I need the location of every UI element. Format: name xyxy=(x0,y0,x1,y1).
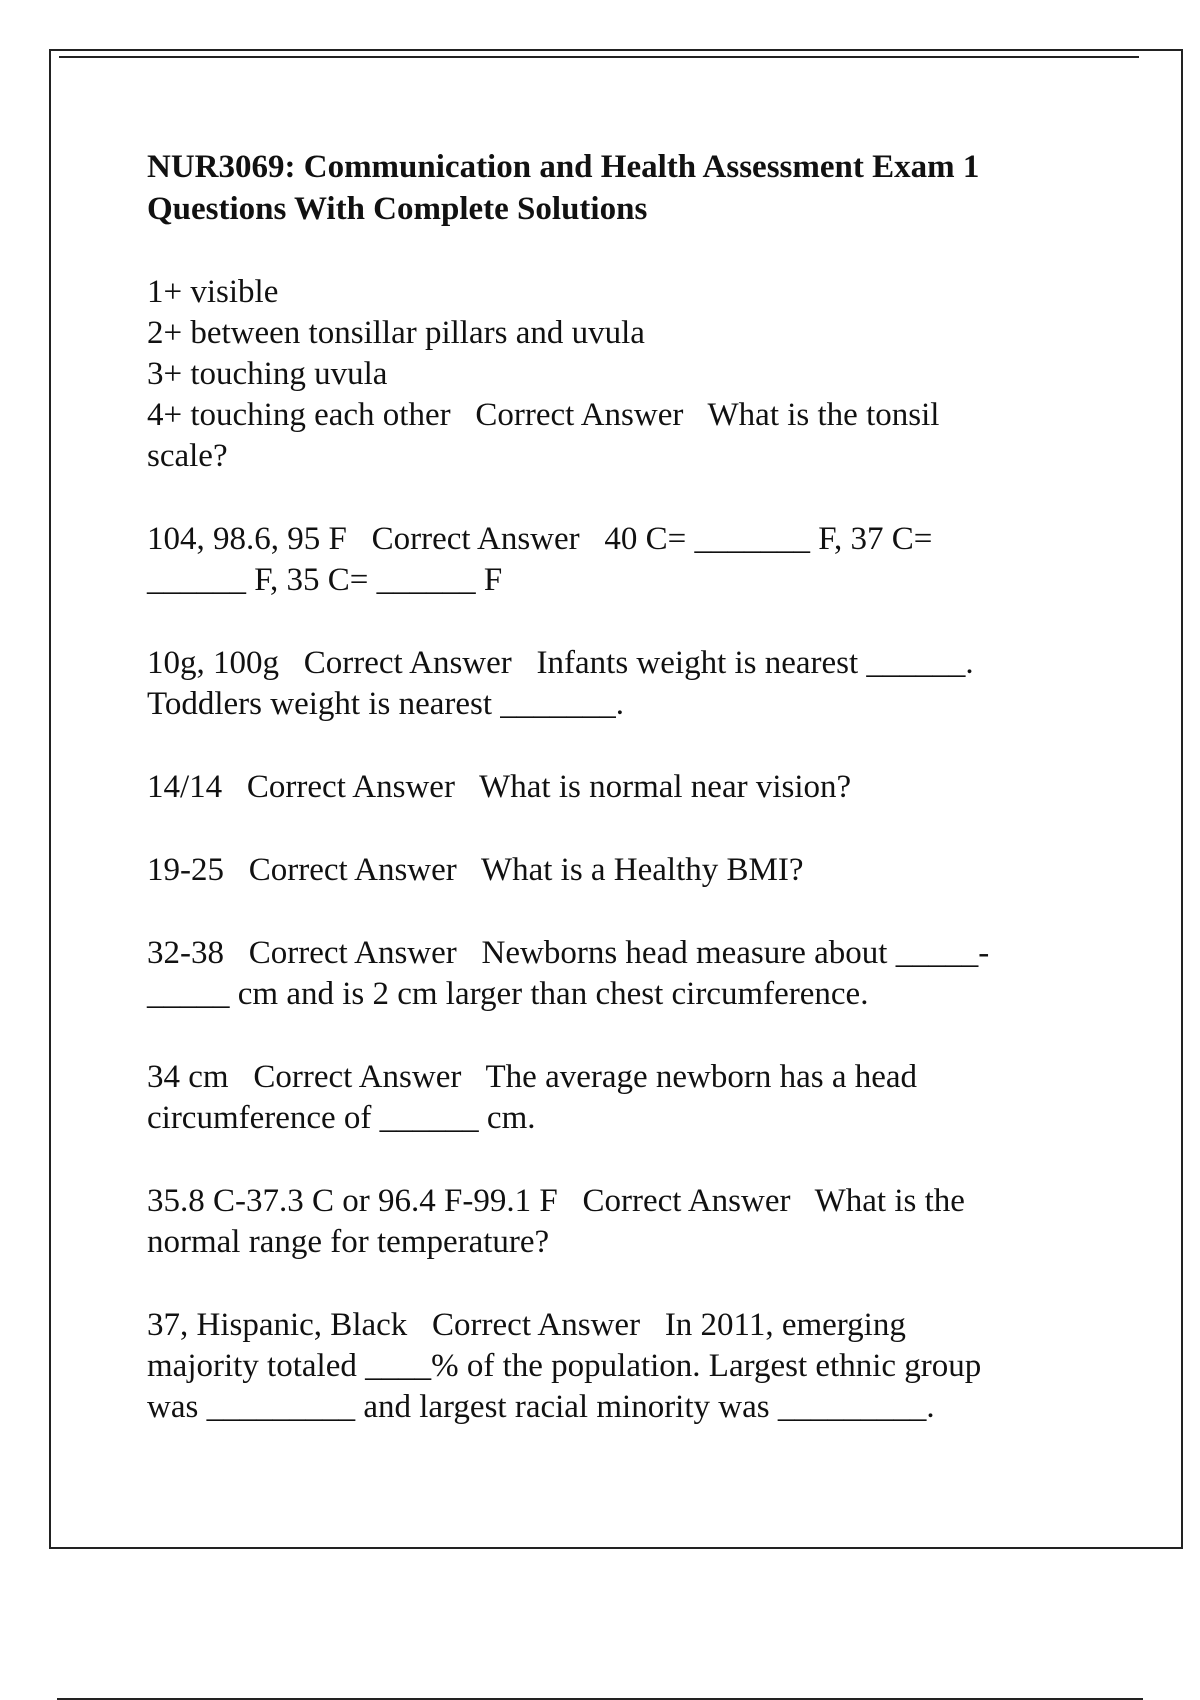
correct-answer-label: Correct Answer xyxy=(248,852,457,888)
qa-main-line xyxy=(147,395,1127,436)
correct-answer-label: Correct Answer xyxy=(253,1059,462,1095)
correct-answer-label: Correct Answer xyxy=(246,769,455,805)
qa-item xyxy=(147,519,1127,601)
qa-main-line xyxy=(147,1181,1127,1222)
correct-answer-label: Correct Answer xyxy=(475,397,684,433)
correct-answer-label: Correct Answer xyxy=(303,645,512,681)
answer-line: 3+ touching uvula xyxy=(147,356,388,392)
qa-item xyxy=(147,767,1127,808)
qa-item xyxy=(147,850,1127,891)
qa-item xyxy=(147,643,1127,725)
question-continuation: normal range for temperature? xyxy=(147,1224,550,1260)
answer-line: 1+ visible xyxy=(147,274,279,310)
question-continuation: was _________ and largest racial minority was _________. xyxy=(147,1389,935,1425)
answer-text: 35.8 C-37.3 C or 96.4 F-99.1 F xyxy=(147,1183,558,1219)
question-continuation: _____ cm and is 2 cm larger than chest circumference. xyxy=(147,976,869,1012)
answer-text: 37, Hispanic, Black xyxy=(147,1307,408,1343)
qa-main-line xyxy=(147,850,1127,891)
correct-answer-label: Correct Answer xyxy=(371,521,580,557)
answer-text: 32-38 xyxy=(147,935,224,971)
document-title xyxy=(147,146,1127,230)
answer-text: 19-25 xyxy=(147,852,224,888)
question-text: What is the tonsil xyxy=(707,397,940,433)
answer-text: 10g, 100g xyxy=(147,645,279,681)
qa-main-line xyxy=(147,933,1127,974)
question-text: What is normal near vision? xyxy=(479,769,852,805)
correct-answer-label: Correct Answer xyxy=(582,1183,791,1219)
question-text: Infants weight is nearest ______. xyxy=(536,645,974,681)
question-continuation: Toddlers weight is nearest _______. xyxy=(147,686,625,722)
answer-text: 4+ touching each other xyxy=(147,397,451,433)
qa-item xyxy=(147,933,1127,1015)
qa-item xyxy=(147,272,1127,477)
question-continuation: ______ F, 35 C= ______ F xyxy=(147,562,503,598)
qa-item xyxy=(147,1181,1127,1263)
qa-main-line xyxy=(147,1057,1127,1098)
qa-main-line xyxy=(147,643,1127,684)
document-content xyxy=(147,146,1127,1470)
answer-text: 34 cm xyxy=(147,1059,229,1095)
qa-main-line xyxy=(147,519,1127,560)
question-text: What is the xyxy=(814,1183,965,1219)
qa-item xyxy=(147,1305,1127,1428)
title-line-2: Questions With Complete Solutions xyxy=(147,191,648,227)
correct-answer-label: Correct Answer xyxy=(248,935,457,971)
question-text: 40 C= _______ F, 37 C= xyxy=(604,521,933,557)
question-continuation: circumference of ______ cm. xyxy=(147,1100,536,1136)
answer-line: 2+ between tonsillar pillars and uvula xyxy=(147,315,645,351)
question-continuation: scale? xyxy=(147,438,228,474)
question-continuation: majority totaled ____% of the population. Largest ethnic group xyxy=(147,1348,982,1384)
title-line-1: NUR3069: Communication and Health Assessment Exam 1 xyxy=(147,149,980,185)
qa-list xyxy=(147,272,1127,1428)
question-text: What is a Healthy BMI? xyxy=(480,852,804,888)
qa-item xyxy=(147,1057,1127,1139)
question-text: Newborns head measure about _____- xyxy=(481,935,990,971)
page-frame xyxy=(49,49,1183,1549)
top-rule xyxy=(59,56,1139,58)
answer-text: 14/14 xyxy=(147,769,223,805)
qa-main-line xyxy=(147,767,1127,808)
answer-text: 104, 98.6, 95 F xyxy=(147,521,347,557)
correct-answer-label: Correct Answer xyxy=(432,1307,641,1343)
qa-main-line xyxy=(147,1305,1127,1346)
question-text: The average newborn has a head xyxy=(485,1059,918,1095)
question-text: In 2011, emerging xyxy=(664,1307,906,1343)
